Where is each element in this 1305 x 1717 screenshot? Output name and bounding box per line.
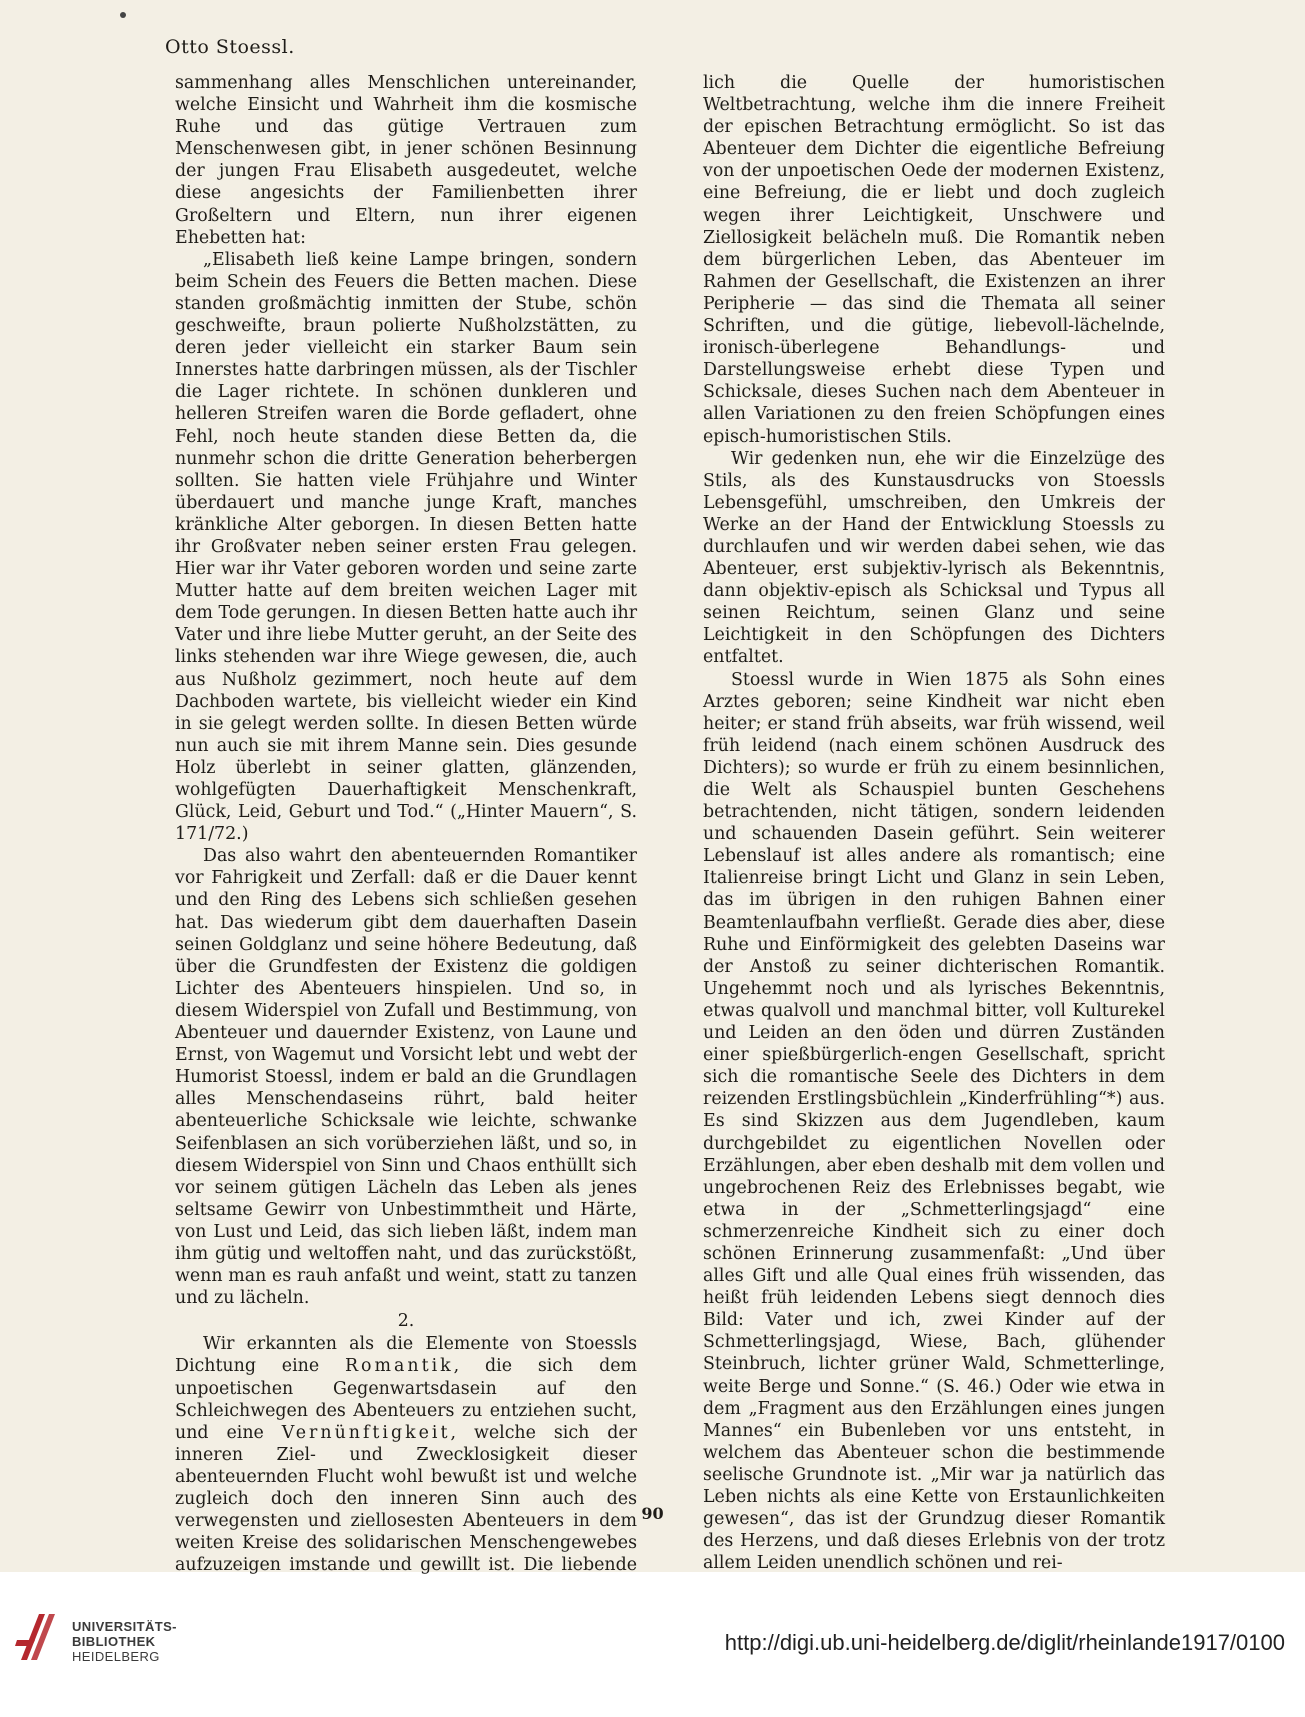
paragraph: „Elisabeth ließ keine Lampe bringen, sondern beim Schein des Feuers die Betten machen. Diese standen großmächtig inmitten der Stube, schön geschweifte, braun polierte Nußholzstätten, zu deren jeder vielleicht ein starker Baum sein Innerstes hatte darbringen müssen, als der Tischler die Lager richtete. In schönen dunkleren und helleren Streifen waren die Borde gefladert, ohne Fehl, noch heute standen diese Betten da, die nunmehr schon die dritte Generation beherbergen sollten. Sie hatten viele Frühjahre und Winter überdauert und manche junge Kraft, manches kränkliche Alter geborgen. In diesen Betten hatte ihr Großvater neben seiner ersten Frau gelegen. Hier war ihr Vater geboren worden und seine zarte Mutter hatte auf dem breiten weichen Lager mit dem Tode gerungen. In diesen Betten hatte auch ihr Vater und ihre liebe Mutter geruht, an der Seite des links stehenden war ihre Wiege gewesen, die, auch aus Nußholz gezimmert, noch heute auf dem Dachboden wartete, bis vielleicht wieder ein Kind in sie gelegt werden sollte. In diesen Betten würde nun auch sie mit ihrem Manne sein. Dies gesunde Holz überlebt in seiner glatten, glänzenden, wohlgefügten Dauerhaftigkeit Menschenkraft, Glück, Leid, Geburt und Tod.“ („Hinter Mauern“, S. 171/72.) bbox=[175, 249, 638, 845]
right-column bbox=[703, 72, 1165, 1621]
section-number: 2. bbox=[397, 1311, 415, 1332]
page-number: 90 bbox=[641, 1504, 664, 1523]
paragraph: sammenhang alles Menschlichen untereinander, welche Einsicht und Wahrheit ihm die kosmische Ruhe und das gütige Vertrauen zum Menschenwesen gibt, in jener schönen Besinnung der jungen Frau Elisabeth ausgedeutet, welche diese angesichts der Familienbetten ihrer Großeltern und Eltern, nun ihrer eigenen Ehebetten hat: bbox=[175, 73, 637, 248]
library-logo-icon bbox=[15, 1610, 59, 1666]
emphasis-romantik: Romantik bbox=[344, 1356, 454, 1377]
left-column bbox=[175, 72, 637, 1621]
paragraph: Stoessl wurde in Wien 1875 als Sohn eines Arztes geboren; seine Kindheit war nicht eben heiter; er stand früh abseits, war früh wissend, weil früh leidend (nach einem schönen Ausdruck des Dichters); so wurde er früh zu einem besinnlichen, die Welt als Schauspiel bunten Geschehens betrachtenden, nicht tätigen, sondern leidenden und schauenden Dasein geführt. Sein weiterer Lebenslauf ist alles andere als romantisch; eine Italienreise bringt Licht und Glanz in sein Leben, das im übrigen in den ruhigen Bahnen einer Beamtenlaufbahn verfließt. Gerade dies aber, diese Ruhe und Einförmigkeit des gelebten Daseins war der Anstoß zu seiner dichterischen Romantik. Ungehemmt noch und als lyrisches Bekenntnis, etwas qualvoll und manchmal bitter, voll Kulturekel und Leiden an den öden und dürren Zuständen einer spießbürgerlich-engen Gesellschaft, spricht sich die romantische Seele des Dichters in dem reizenden Erstlingsbüchlein „Kinderfrühling“*) aus. Es sind Skizzen aus dem Jugendleben, kaum durchgebildet zu eigentlichen Novellen oder Erzählungen, aber eben deshalb mit dem vollen und ungebrochenen Reiz des Erlebnisses begabt, wie etwa in der „Schmetterlingsjagd“ eine schmerzenreiche Kindheit sich zu einer doch schönen Erinnerung zusammenfaßt: „Und über alles Gift und alle Qual eines früh wissenden, das heißt früh leidenden Lebens siegt dennoch dies Bild: Vater und ich, zwei Kinder auf der Schmetterlingsjagd, Wiese, Bach, glühender Steinbruch, lichter grüner Wald, Schmetterlinge, weite Berge und Sonne.“ (S. 46.) Oder wie etwa in dem „Fragment aus den Erzählungen eines jungen Mannes“ ein Bubenleben vor uns entsteht, in welchem das Abenteuer schon die bestimmende seelische Grundnote ist. „Mir war ja natürlich das Leben nichts als eine Kette von Erstaunlichkeiten gewesen“, das ist der Grundzug dieser Romantik des Herzens, und daß dieses Erlebnis von der trotz allem Leiden unendlich schönen und rei- bbox=[703, 669, 1165, 1574]
paragraph: Das also wahrt den abenteuernden Romantiker vor Fahrigkeit und Zerfall: daß er die Dauer kennt und den Ring des Lebens sich schließen gesehen hat. Das wiederum gibt dem dauerhaften Dasein seinen Goldglanz und seine höhere Bedeutung, daß über die Grundfesten der Existenz die goldigen Lichter des Abenteuers hinspielen. Und so, in diesem Widerspiel von Zufall und Bestimmung, von Abenteuer und dauernder Existenz, von Laune und Ernst, von Wagemut und Vorsicht lebt und webt der Humorist Stoessl, indem er bald an die Grundlagen alles Menschendaseins rührt, bald heiter abenteuerliche Schicksale wie leichte, schwanke Seifenblasen an sich vorüberziehen läßt, und so, in diesem Widerspiel von Sinn und Chaos enthüllt sich vor seinem gütigen Lächeln das Leben als jenes seltsame Gewirr von Unbestimmtheit und Härte, von Lust und Leid, das sich lieben läßt, indem man ihm gütig und weltoffen naht, und das zurückstößt, wenn man es rauh anfaßt und weint, statt zu tanzen und zu lächeln. bbox=[175, 846, 637, 1309]
running-header: Otto Stoessl. bbox=[165, 36, 295, 58]
library-logo-text: UNIVERSITÄTS- BIBLIOTHEK HEIDELBERG bbox=[72, 1619, 177, 1664]
emphasis-vernuenftigkeit: Vernünftigkeit bbox=[281, 1422, 451, 1443]
paragraph: lich die Quelle der humoristischen Weltbetrachtung, welche ihm die innere Freiheit der epischen Betrachtung ermöglicht. So ist das Abenteuer dem Dichter die eigentliche Befreiung von der unpoetischen Oede der modernen Existenz, eine Befreiung, die er liebt und doch zugleich wegen ihrer Leichtigkeit, Unschwere und Ziellosigkeit belächeln muß. Die Romantik neben dem bürgerlichen Leben, das Abenteuer im Rahmen der Gesellschaft, die Existenzen an ihrer Peripherie — das sind die Themata all seiner Schriften, und die gütige, liebevoll-lächelnde, ironisch-überlegene Behandlungs- und Darstellungsweise erhebt diese Typen und Schicksale, dieses Suchen nach dem Abenteuer in allen Variationen zu den freien Schöpfungen eines episch-humoristischen Stils. bbox=[703, 73, 1165, 447]
ink-speck bbox=[120, 12, 126, 18]
source-url-link[interactable]: http://digi.ub.uni-heidelberg.de/diglit/rheinlande1917/0100 bbox=[724, 1630, 1285, 1655]
paragraph: Wir gedenken nun, ehe wir die Einzelzüge des Stils, als des Kunstausdrucks von Stoessls Lebensgefühl, umschreiben, den Umkreis der Werke an der Hand der Entwicklung Stoessls zu durchlaufen und wir werden dabei sehen, wie das Abenteuer, erst subjektiv-lyrisch als Bekenntnis, dann objektiv-episch als Schicksal und Typus all seinen Reichtum, seinen Glanz und seine Leichtigkeit in den Schöpfungen des Dichters entfaltet. bbox=[703, 448, 1165, 668]
paragraph: Wir erkannten als die Elemente von Stoessls Dichtung eine Romantik, die sich dem unpoetischen Gegenwartsdasein auf den Schleichwegen des Abenteuers zu entziehen sucht, und eine Vernünftigkeit, welche sich der inneren Ziel- und Zwecklosigkeit dieser abenteuernden Flucht wohl bewußt ist und welche zugleich doch den inneren Sinn auch des verwegensten und ziellosesten Abenteuers in dem weiten Kreise des solidarischen Menschengewebes aufzuzeigen imstande und gewillt ist. Die liebende bbox=[175, 1334, 638, 1576]
digitization-footer bbox=[0, 1578, 1305, 1717]
